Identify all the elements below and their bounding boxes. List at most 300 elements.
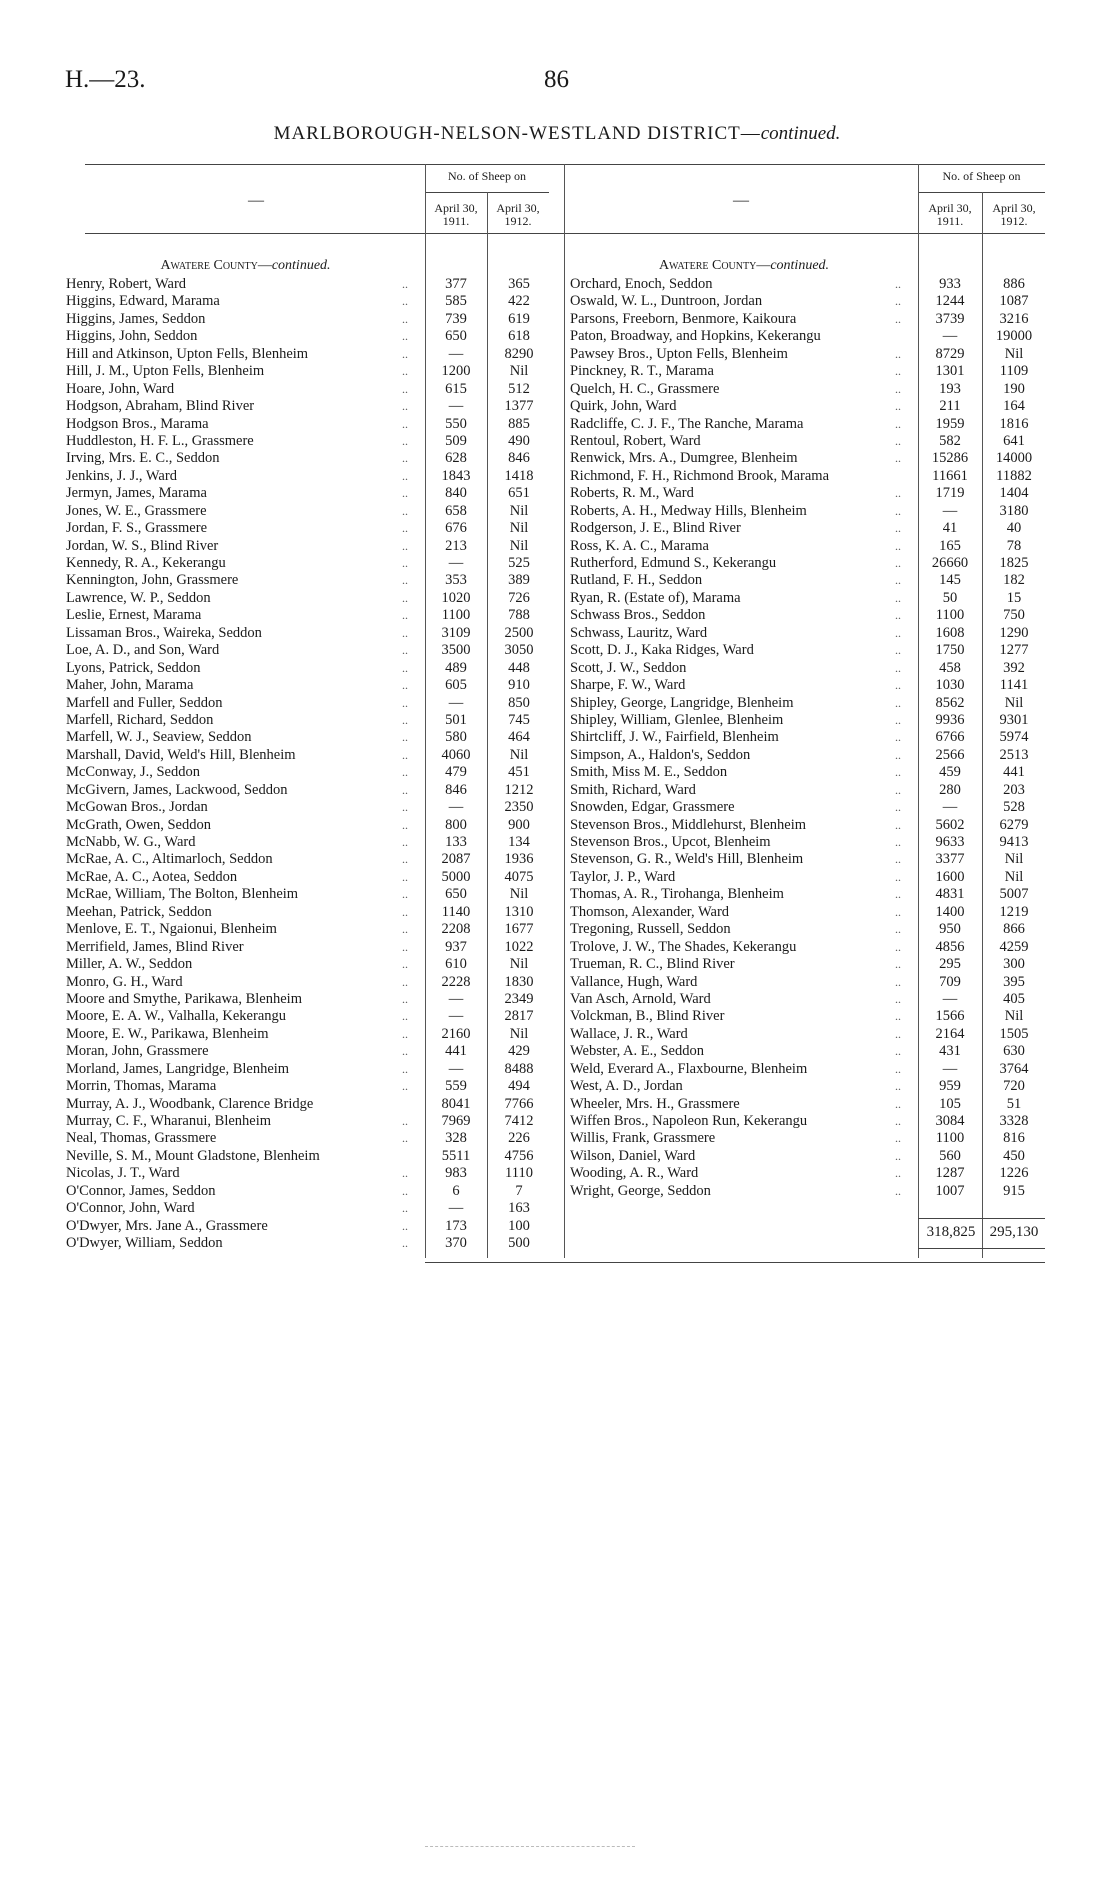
table-row (66, 520, 550, 537)
sheep-1911: 1244 (935, 293, 965, 310)
table-row (570, 1113, 1046, 1130)
leader-dots: .. (895, 991, 901, 1006)
sheep-1912: 618 (508, 328, 530, 345)
owner-name: Schwass, Lauritz, Ward (570, 624, 708, 641)
leader-dots: .. (895, 643, 901, 658)
right-col-1911: April 30, 1911. (928, 201, 972, 228)
sheep-1912: 915 (1003, 1182, 1025, 1199)
sheep-1911: 1719 (935, 485, 965, 502)
total-bottom-rule (918, 1248, 1045, 1249)
leader-dots: .. (402, 747, 408, 762)
leader-dots: .. (895, 1044, 901, 1059)
owner-name: Pinckney, R. T., Marama (570, 363, 714, 380)
owner-name: Wallace, J. R., Ward (570, 1025, 688, 1042)
leader-dots: .. (402, 695, 408, 710)
owner-name: West, A. D., Jordan (570, 1078, 683, 1095)
sheep-1911: 26660 (931, 555, 969, 571)
table-row (66, 450, 550, 467)
sheep-1911: 50 (942, 589, 958, 606)
table-row (570, 1130, 1046, 1147)
sheep-1911: 2566 (935, 746, 965, 763)
owner-name: O'Connor, James, Seddon (66, 1182, 216, 1199)
owner-name: Simpson, A., Haldon's, Seddon (570, 746, 751, 763)
owner-name: Roberts, R. M., Ward (570, 485, 694, 502)
leader-dots: .. (402, 1079, 408, 1094)
leader-dots: .. (402, 364, 408, 379)
owner-name: Snowden, Edgar, Grassmere (570, 799, 735, 816)
sheep-1912: Nil (509, 1025, 529, 1042)
owner-name: Higgins, John, Seddon (66, 328, 198, 345)
leader-dots: .. (895, 957, 901, 972)
leader-dots: .. (402, 521, 408, 536)
table-row (570, 485, 1046, 502)
sheep-1912: 78 (1006, 537, 1022, 554)
sheep-1912: 1212 (504, 781, 534, 798)
sheep-1911: 1100 (935, 607, 965, 624)
table-row (570, 712, 1046, 729)
leader-dots: .. (895, 1026, 901, 1041)
leader-dots: .. (895, 346, 901, 361)
sheep-1911: 479 (445, 764, 467, 781)
table-row (66, 782, 550, 799)
sheep-1912: 1110 (505, 1165, 533, 1182)
table-bottom-rule (425, 1262, 1045, 1263)
sheep-1912: 8488 (504, 1060, 534, 1077)
sheep-1911: — (942, 1060, 958, 1077)
sheep-1912: 203 (1003, 781, 1025, 798)
table-row (570, 433, 1046, 450)
sheep-1911: — (448, 398, 464, 415)
table-row (570, 293, 1046, 310)
sheep-1911: 3739 (935, 310, 965, 327)
leader-dots: .. (402, 503, 408, 518)
table-row (66, 468, 550, 485)
leader-dots: .. (402, 451, 408, 466)
sheep-1911: 605 (445, 677, 467, 694)
owner-name: Maher, John, Marama (66, 677, 194, 694)
owner-name: Jordan, F. S., Grassmere (66, 520, 207, 537)
owner-name: Marshall, David, Weld's Hill, Blenheim (66, 746, 296, 763)
table-row (66, 1183, 550, 1200)
right-rows (570, 276, 1046, 1200)
sheep-1912: 51 (1006, 1095, 1022, 1112)
sheep-1911: 489 (445, 659, 467, 676)
sheep-1911: 441 (445, 1043, 467, 1060)
sheep-1911: 5000 (441, 868, 471, 885)
sheep-1911: 1600 (935, 868, 965, 885)
sheep-1912: 1022 (504, 938, 534, 955)
table-row (66, 572, 550, 589)
sheep-1912: 1816 (999, 415, 1029, 432)
sheep-1911: 193 (939, 380, 961, 397)
sheep-1911: 983 (445, 1165, 467, 1182)
owner-name: Murray, A. J., Woodbank, Clarence Bridge (66, 1095, 314, 1112)
sheep-1912: 134 (508, 834, 530, 850)
table-row (66, 1043, 550, 1060)
table-row (570, 799, 1046, 816)
sheep-1912: 1377 (504, 398, 534, 415)
sheep-1912: 846 (508, 450, 530, 467)
total-1912: 295,130 (989, 1224, 1039, 1240)
table-row (66, 695, 550, 712)
leader-dots: .. (402, 660, 408, 675)
leader-dots: .. (895, 1061, 901, 1076)
owner-name: McGowan Bros., Jordan (66, 799, 208, 816)
table-row (570, 1026, 1046, 1043)
sheep-1912: 7412 (504, 1113, 534, 1129)
sheep-1912: 2350 (504, 799, 534, 816)
sheep-1911: 4060 (441, 746, 471, 763)
sheep-1912: 745 (508, 711, 530, 728)
table-row (66, 904, 550, 921)
leader-dots: .. (402, 538, 408, 553)
sheep-1912: Nil (509, 537, 529, 554)
table-row (570, 572, 1046, 589)
owner-name: Radcliffe, C. J. F., The Ranche, Marama (570, 415, 804, 432)
owner-name: Henry, Robert, Ward (66, 276, 187, 292)
table-row (66, 1148, 550, 1165)
table-row (66, 974, 550, 991)
owner-name: Paton, Broadway, and Hopkins, Kekerangu (570, 328, 821, 345)
left-group-label: No. of Sheep on (448, 169, 526, 183)
right-table-column (570, 256, 1046, 1200)
right-header-dash: — (733, 192, 749, 209)
owner-name: Trolove, J. W., The Shades, Kekerangu (570, 938, 797, 955)
leader-dots: .. (895, 974, 901, 989)
sheep-1912: 441 (1003, 764, 1025, 781)
table-row (570, 416, 1046, 433)
sheep-1911: 15286 (931, 450, 969, 467)
table-row (66, 1200, 550, 1217)
sheep-1912: Nil (509, 746, 529, 763)
leader-dots: .. (402, 416, 408, 431)
sheep-1912: 1404 (999, 485, 1029, 502)
owner-name: Moore, E. W., Parikawa, Blenheim (66, 1025, 269, 1042)
sheep-1912: 910 (508, 677, 530, 694)
sheep-1911: 1020 (441, 589, 471, 606)
sheep-1912: 1141 (999, 677, 1029, 694)
owner-name: Willis, Frank, Grassmere (570, 1130, 716, 1147)
sheep-1912: 1310 (504, 903, 534, 920)
leader-dots: .. (895, 730, 901, 745)
leader-dots: .. (402, 1131, 408, 1146)
sheep-1911: 585 (445, 293, 467, 310)
sheep-1912: 5007 (999, 886, 1029, 903)
owner-name: Orchard, Enoch, Seddon (570, 276, 713, 292)
leader-dots: .. (402, 869, 408, 884)
section-continued: continued. (271, 258, 331, 273)
leader-dots: .. (402, 1218, 408, 1233)
owner-name: Moran, John, Grassmere (66, 1043, 209, 1060)
table-row (66, 1026, 550, 1043)
table-row (66, 416, 550, 433)
leader-dots: .. (895, 747, 901, 762)
owner-name: Shipley, George, Langridge, Blenheim (570, 694, 794, 711)
owner-name: Hoare, John, Ward (66, 380, 175, 397)
owner-name: Leslie, Ernest, Marama (66, 607, 202, 624)
sheep-1912: 100 (508, 1217, 530, 1234)
owner-name: Wright, George, Seddon (570, 1182, 711, 1199)
sheep-1911: 1140 (441, 903, 471, 920)
owner-name: Shirtcliff, J. W., Fairfield, Blenheim (570, 729, 779, 746)
leader-dots: .. (895, 364, 901, 379)
owner-name: Nicolas, J. T., Ward (66, 1165, 180, 1182)
sheep-1912: 1825 (999, 555, 1029, 571)
sheep-1912: 11882 (996, 467, 1032, 484)
sheep-1911: 959 (939, 1078, 961, 1095)
sheep-1912: 422 (508, 293, 530, 310)
leader-dots: .. (402, 399, 408, 414)
sheep-1912: 429 (508, 1043, 530, 1060)
sheep-1912: 2500 (504, 624, 534, 641)
table-row (66, 625, 550, 642)
sheep-1911: 41 (942, 520, 958, 537)
leader-dots: .. (402, 817, 408, 832)
owner-name: McNabb, W. G., Ward (66, 834, 196, 850)
leader-dots: .. (895, 1114, 901, 1128)
sheep-1911: — (448, 1200, 464, 1217)
table-row (570, 851, 1046, 868)
sheep-1912: Nil (1004, 1008, 1024, 1025)
table-row (66, 398, 550, 415)
table-row (66, 293, 550, 310)
document-id: H.—23. (65, 66, 146, 93)
sheep-1912: 3216 (999, 310, 1029, 327)
table-row (570, 1043, 1046, 1060)
table-row (570, 538, 1046, 555)
table-row (570, 1008, 1046, 1025)
owner-name: Kennedy, R. A., Kekerangu (66, 555, 226, 571)
sheep-1911: 377 (445, 276, 467, 292)
sheep-1911: — (942, 502, 958, 519)
owner-name: Stevenson Bros., Middlehurst, Blenheim (570, 816, 807, 833)
table-row (66, 328, 550, 345)
sheep-1912: 500 (508, 1235, 530, 1252)
table-row (570, 956, 1046, 973)
leader-dots: .. (895, 538, 901, 553)
right-col-1912: April 30, 1912. (992, 201, 1036, 228)
sheep-1911: 1287 (935, 1165, 965, 1182)
sheep-1912: 886 (1003, 276, 1025, 292)
owner-name: Higgins, James, Seddon (66, 310, 206, 327)
sheep-1911: — (942, 990, 958, 1007)
section-label: Awatere County— (160, 258, 272, 273)
leader-dots: .. (402, 712, 408, 727)
leader-dots: .. (895, 922, 901, 937)
leader-dots: .. (402, 294, 408, 309)
sheep-1912: 7 (515, 1182, 523, 1199)
leader-dots: .. (895, 381, 901, 396)
owner-name: Vallance, Hugh, Ward (570, 973, 698, 990)
owner-name: Weld, Everard A., Flaxbourne, Blenheim (570, 1060, 808, 1077)
sheep-1912: 8290 (504, 345, 534, 362)
owner-name: Lawrence, W. P., Seddon (66, 589, 211, 606)
leader-dots: .. (895, 277, 901, 291)
table-row (66, 381, 550, 398)
sheep-1911: 2087 (441, 851, 471, 868)
sheep-1911: 610 (445, 956, 467, 973)
owner-name: Ryan, R. (Estate of), Marama (570, 589, 741, 606)
table-row (570, 869, 1046, 886)
sheep-1912: 389 (508, 572, 530, 589)
sheep-1911: — (448, 555, 464, 571)
sheep-1912: 525 (508, 555, 530, 571)
leader-dots: .. (402, 782, 408, 797)
sheep-1912: 392 (1003, 659, 1025, 676)
sheep-1912: 190 (1003, 380, 1025, 397)
leader-dots: .. (402, 835, 408, 849)
owner-name: Sharpe, F. W., Ward (570, 677, 686, 694)
leader-dots: .. (895, 311, 901, 326)
owner-name: Higgins, Edward, Marama (66, 293, 220, 310)
leader-dots: .. (402, 974, 408, 989)
table-row (66, 607, 550, 624)
sheep-1912: 3180 (999, 502, 1029, 519)
sheep-1911: 1843 (441, 467, 471, 484)
sheep-1911: 280 (939, 781, 961, 798)
leader-dots: .. (402, 957, 408, 972)
sheep-1912: 1290 (999, 624, 1029, 641)
leader-dots: .. (895, 1009, 901, 1024)
sheep-1912: 1226 (999, 1165, 1029, 1182)
sheep-1912: Nil (1004, 851, 1024, 868)
leader-dots: .. (895, 800, 901, 815)
owner-name: Volckman, B., Blind River (570, 1008, 725, 1025)
leader-dots: .. (895, 503, 901, 518)
sheep-1912: 226 (508, 1130, 530, 1147)
sheep-1912: Nil (509, 886, 529, 903)
sheep-1911: 211 (939, 398, 961, 415)
leader-dots: .. (402, 1044, 408, 1059)
leader-dots: .. (402, 625, 408, 640)
table-row (66, 1235, 550, 1252)
sheep-1911: — (448, 694, 464, 711)
sheep-1912: 4756 (504, 1147, 534, 1164)
owner-name: O'Dwyer, Mrs. Jane A., Grassmere (66, 1217, 268, 1234)
owner-name: McConway, J., Seddon (66, 764, 200, 781)
table-row (66, 886, 550, 903)
table-row (570, 729, 1046, 746)
owner-name: O'Dwyer, William, Seddon (66, 1235, 223, 1252)
sheep-1911: 1007 (935, 1182, 965, 1199)
sheep-1911: — (448, 1060, 464, 1077)
sheep-1912: 2513 (999, 746, 1029, 763)
table-row (570, 886, 1046, 903)
owner-name: Lissaman Bros., Waireka, Seddon (66, 624, 262, 641)
leader-dots: .. (402, 678, 408, 693)
leader-dots: .. (402, 608, 408, 623)
total-1911: 318,825 (926, 1224, 976, 1240)
sheep-1911: 370 (445, 1235, 467, 1252)
sheep-1912: 630 (1003, 1043, 1025, 1060)
sheep-1912: 866 (1003, 921, 1025, 938)
owner-name: Hill, J. M., Upton Fells, Blenheim (66, 363, 265, 380)
table-row (570, 363, 1046, 380)
sheep-1912: 164 (1003, 398, 1025, 415)
table-row (66, 311, 550, 328)
table-row (66, 346, 550, 363)
sheep-1911: 650 (445, 328, 467, 345)
table-row (66, 1130, 550, 1147)
leader-dots: .. (895, 660, 901, 675)
table-row (66, 363, 550, 380)
sheep-1912: 365 (508, 276, 530, 292)
leader-dots: .. (402, 1166, 408, 1181)
leader-dots: .. (402, 1201, 408, 1216)
owner-name: Jenkins, J. J., Ward (66, 467, 177, 484)
table-row (570, 677, 1046, 694)
owner-name: Jordan, W. S., Blind River (66, 537, 219, 554)
table-row (66, 276, 550, 293)
leader-dots: .. (895, 416, 901, 431)
leader-dots: .. (895, 1096, 901, 1111)
table-row (66, 991, 550, 1008)
owner-name: Stevenson Bros., Upcot, Blenheim (570, 834, 771, 850)
table-row (570, 468, 1046, 485)
leader-dots: .. (402, 311, 408, 326)
table-row (570, 904, 1046, 921)
table-row (66, 764, 550, 781)
leader-dots: .. (895, 852, 901, 867)
sheep-1911: 739 (445, 310, 467, 327)
leader-dots: .. (895, 887, 901, 902)
sheep-1911: 458 (939, 659, 961, 676)
sheep-1911: 295 (939, 956, 961, 973)
leader-dots: .. (402, 1236, 408, 1251)
table-row (570, 817, 1046, 834)
leader-dots: .. (895, 678, 901, 693)
table-row (66, 817, 550, 834)
sheep-1912: 7766 (504, 1095, 534, 1112)
owner-name: Quelch, H. C., Grassmere (570, 380, 720, 397)
sheep-1912: 1087 (999, 293, 1029, 310)
leader-dots: .. (895, 904, 901, 919)
sheep-1912: Nil (509, 363, 529, 380)
owner-name: Miller, A. W., Seddon (66, 956, 193, 973)
sheep-1911: 2160 (441, 1025, 471, 1042)
sheep-1912: Nil (509, 502, 529, 519)
title-continued: continued. (760, 123, 841, 144)
sheep-1912: 14000 (995, 450, 1033, 467)
table-row (570, 782, 1046, 799)
leader-dots: .. (895, 625, 901, 640)
owner-name: Hodgson Bros., Marama (66, 415, 209, 432)
owner-name: Merrifield, James, Blind River (66, 938, 244, 955)
owner-name: Morrin, Thomas, Marama (66, 1078, 217, 1095)
leader-dots: .. (402, 1061, 408, 1076)
table-top-rule (85, 164, 1045, 165)
sheep-1912: 4259 (999, 938, 1029, 955)
sheep-1912: 9301 (999, 711, 1029, 728)
owner-name: Marfell and Fuller, Seddon (66, 694, 223, 711)
leader-dots: .. (895, 608, 901, 623)
sheep-1911: — (448, 345, 464, 362)
sheep-1912: 3764 (999, 1060, 1029, 1077)
sheep-1912: 1277 (999, 642, 1029, 659)
table-row (570, 311, 1046, 328)
sheep-1911: 1100 (441, 607, 471, 624)
table-row (66, 1218, 550, 1235)
leader-dots: .. (402, 468, 408, 483)
sheep-1911: 173 (445, 1217, 467, 1234)
owner-name: Stevenson, G. R., Weld's Hill, Blenheim (570, 851, 804, 868)
leader-dots: .. (402, 433, 408, 448)
owner-name: Wiffen Bros., Napoleon Run, Kekerangu (570, 1113, 808, 1129)
table-row (570, 1183, 1046, 1200)
sheep-1912: 1936 (504, 851, 534, 868)
sheep-1912: 2349 (504, 990, 534, 1007)
sheep-1911: 509 (445, 432, 467, 449)
